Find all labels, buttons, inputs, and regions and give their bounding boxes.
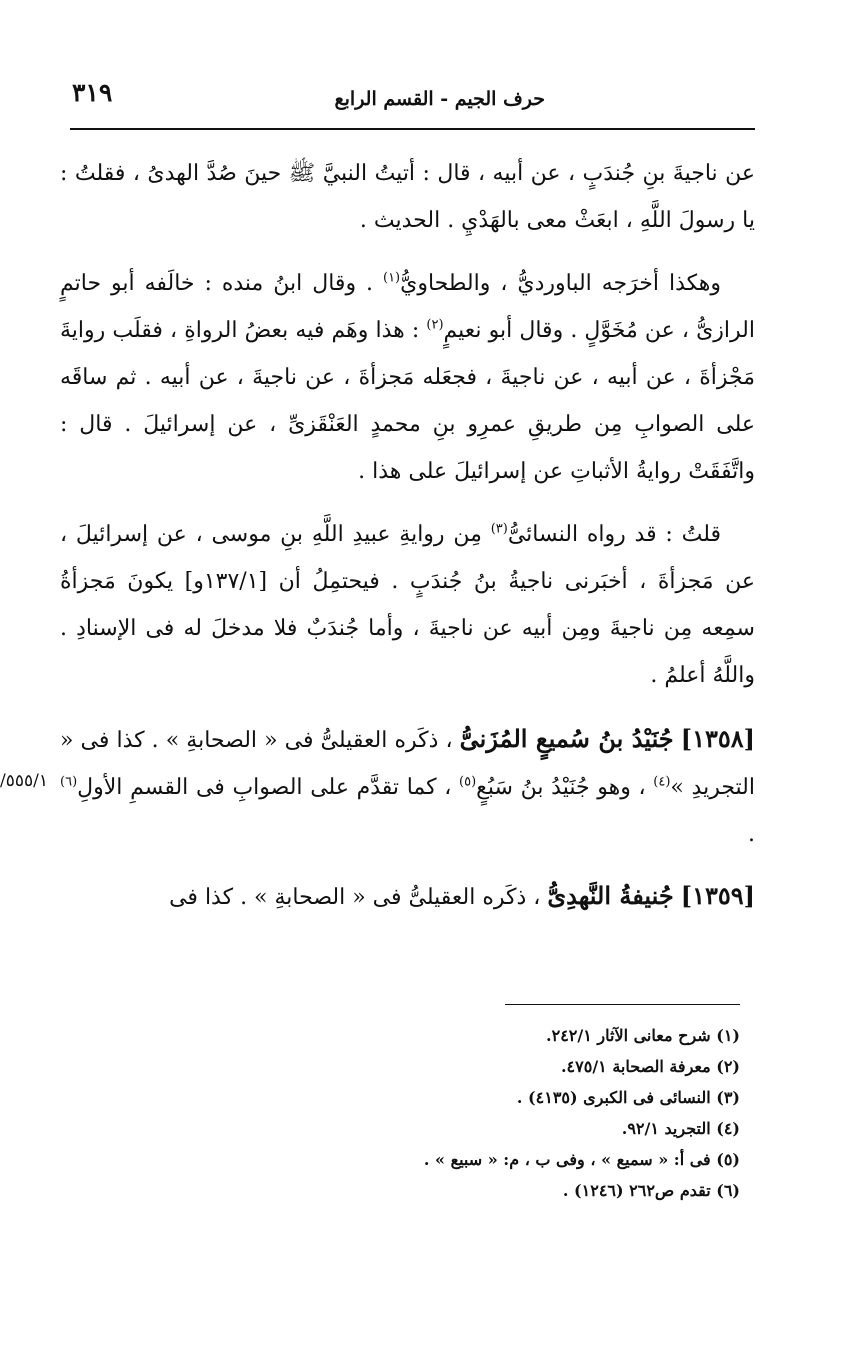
footnote: (٢) معرفة الصحابة ٤٧٥/١. xyxy=(560,1057,740,1076)
paragraph-text: مِن روايةِ عبيدِ اللَّهِ بنِ موسى ، عن إسرائيلَ ، عن مَجزأةَ ، أخبَرنى ناجيةُ بنُ جُندَبٍ . فيحتمِلُ أن [١٣٧/١و] يكونَ مَجزأةُ سمِعه مِن ناجيةَ ومِن أبيه عن ناجيةَ ، وأما جُندَبٌ فلا مدخلَ له فى الإسنادِ . واللَّهُ أعلمُ . xyxy=(60,522,755,688)
page-number: ٣١٩ xyxy=(72,78,113,107)
footnote-ref[interactable]: (٢) xyxy=(426,317,444,333)
paragraph-text: عن ناجيةَ بنِ جُندَبٍ ، عن أبيه ، قال : أتيتُ النبيَّ ﷺ حينَ صُدَّ الهدىُ ، فقلتُ : يا رسولَ اللَّهِ ، ابعَثْ معى بالهَدْيِ . الحديث . xyxy=(60,161,755,233)
footnote: (٣) النسائى فى الكبرى (٤١٣٥) . xyxy=(516,1088,740,1107)
paragraph-text: وهكذا أخرَجه الباورديُّ ، والطحاويُّ xyxy=(400,271,721,296)
footnote: (١) شرح معانى الآثار ٢٤٢/١. xyxy=(546,1026,740,1045)
entry-text: ، ذكَره العقيلىُّ فى « الصحابةِ » . كذا فى « التجريدِ » xyxy=(60,728,755,800)
paragraph-text: : هذا وهَم فيه بعضُ الرواةِ ، فقلَب روايةَ مَجْزأةَ ، عن أبيه ، عن ناجيةَ ، فجعَله مَجزأةَ ، عن ناجيةَ ، عن أبيه . ثم ساقَه على الصوابِ مِن طريقِ عمرِو بنِ محمدٍ العَنْقَزىِّ ، عن إسرائيلَ . قال : واتَّفَقَتْ روايةُ الأثباتِ عن إسرائيلَ على هذا . xyxy=(60,318,755,484)
entry-name: جُنَيْدُ بنُ سُميعٍ المُزَنىُّ xyxy=(459,724,674,753)
main-text xyxy=(60,150,755,935)
entry-text: . xyxy=(748,822,755,847)
entry-number: [١٣٥٩] xyxy=(680,881,755,910)
footnote: (٦) تقدم ص٢٦٢ (١٢٤٦) . xyxy=(562,1181,740,1200)
paragraph-text: قلتُ : قد رواه النسائىُّ xyxy=(507,522,722,547)
entry-text: ، كما تقدَّم على الصوابِ فى القسمِ الأولِ xyxy=(77,775,460,800)
footnote: (٤) التجريد ٩٢/١. xyxy=(621,1119,740,1138)
footnote-ref[interactable]: (١) xyxy=(382,270,401,286)
margin-reference: /٥٥٥/١ xyxy=(0,771,48,791)
paragraph xyxy=(60,511,755,699)
page-header xyxy=(70,70,755,130)
footnote-ref[interactable]: (٣) xyxy=(490,521,508,537)
footnotes xyxy=(240,1020,740,1206)
biography-entry xyxy=(60,715,755,858)
entry-text: ، ذكَره العقيلىُّ فى « الصحابةِ » . كذا فى xyxy=(169,885,541,910)
paragraph-text: . وقال ابنُ منده : خالَفه أبو حاتمٍ الرازىُّ ، عن مُخَوَّلٍ . وقال أبو نعيمٍ xyxy=(60,271,755,343)
running-title: حرف الجيم - القسم الرابع xyxy=(334,88,545,110)
footnote-ref[interactable]: (٦) xyxy=(60,774,78,790)
entry-number: [١٣٥٨] xyxy=(680,724,756,753)
footnote: (٥) فى أ: « سميع » ، وفى ب ، م: « سبيع » . xyxy=(423,1150,740,1169)
entry-name: جُنيفةُ النَّهدِىُّ xyxy=(547,881,674,910)
footnote-ref[interactable]: (٥) xyxy=(459,774,477,790)
footnote-ref[interactable]: (٤) xyxy=(653,774,671,790)
biography-entry xyxy=(60,872,755,921)
paragraph xyxy=(60,150,755,244)
paragraph xyxy=(60,260,755,495)
footnote-divider xyxy=(505,1004,740,1005)
entry-text: ، وهو جُنَيْدُ بنُ سَبُعٍ xyxy=(476,775,654,800)
